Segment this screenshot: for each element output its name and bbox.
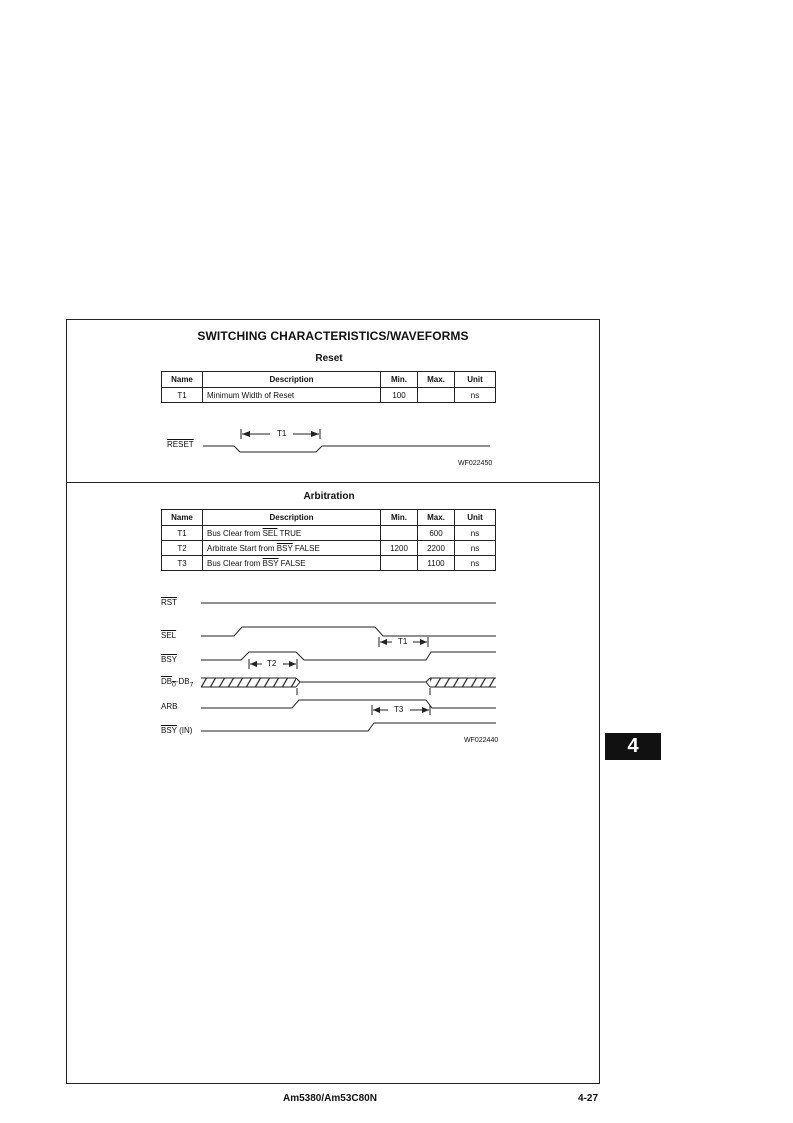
bsy-signal-line: [201, 652, 496, 660]
arbitration-heading: Arbitration: [303, 491, 355, 502]
reset-figure-id: WF022450: [458, 460, 493, 467]
col-name: Name: [162, 510, 203, 526]
reset-heading: Reset: [315, 353, 343, 364]
cell-unit: ns: [455, 526, 496, 541]
col-min: Min.: [381, 372, 418, 388]
cell-name: T2: [162, 541, 203, 556]
col-unit: Unit: [455, 372, 496, 388]
footer-page-number: 4-27: [578, 1093, 599, 1104]
arb-signal-label: ARB: [161, 702, 178, 711]
cell-name: T1: [162, 388, 203, 403]
reset-signal-label: RESET: [167, 440, 194, 449]
cell-description: Arbitrate Start from $\overline{BSY}$ FALSE: [203, 541, 381, 556]
reset-t1-label: T1: [277, 429, 287, 438]
cell-max: 600: [418, 526, 455, 541]
bsy-signal-label: $\overline{BSY}$: [161, 655, 178, 664]
cell-max: 1100: [418, 556, 455, 571]
col-max: Max.: [418, 372, 455, 388]
cell-max: 2200: [418, 541, 455, 556]
col-unit: Unit: [455, 510, 496, 526]
arbitration-t3-label: T3: [394, 705, 404, 714]
arbitration-t1-label: T1: [398, 637, 408, 646]
col-min: Min.: [381, 510, 418, 526]
cell-unit: ns: [455, 541, 496, 556]
rst-signal-label: $\overline{RST}$: [161, 598, 177, 607]
cell-min: 1200: [381, 541, 418, 556]
cell-unit: ns: [455, 556, 496, 571]
db-signal-label: $DB_0-DB_7$: [161, 677, 194, 689]
cell-name: T3: [162, 556, 203, 571]
footer-part-number: Am5380/Am53C80N: [283, 1093, 377, 1104]
cell-unit: ns: [455, 388, 496, 403]
page-title: SWITCHING CHARACTERISTICS/WAVEFORMS: [197, 329, 469, 343]
cell-description: Bus Clear from $\overline{BSY}$ FALSE: [203, 556, 381, 571]
col-name: Name: [162, 372, 203, 388]
col-description: Description: [203, 510, 381, 526]
sel-signal-label: $\overline{SEL}$: [161, 631, 177, 640]
arb-signal-line: [201, 700, 496, 708]
cell-description: Minimum Width of Reset: [203, 388, 381, 403]
sel-signal-line: [201, 627, 496, 636]
bsy-in-signal-label: $\overline{BSY}$ (IN): [161, 726, 193, 735]
cell-name: T1: [162, 526, 203, 541]
cell-min: 100: [381, 388, 418, 403]
arbitration-figure-id: WF022440: [464, 737, 499, 744]
section-tab: 4: [605, 733, 661, 760]
arbitration-t2-label: T2: [267, 659, 277, 668]
bsy-in-signal-line: [201, 723, 496, 731]
col-max: Max.: [418, 510, 455, 526]
cell-description: Bus Clear from $\overline{SEL}$ TRUE: [203, 526, 381, 541]
col-description: Description: [203, 372, 381, 388]
